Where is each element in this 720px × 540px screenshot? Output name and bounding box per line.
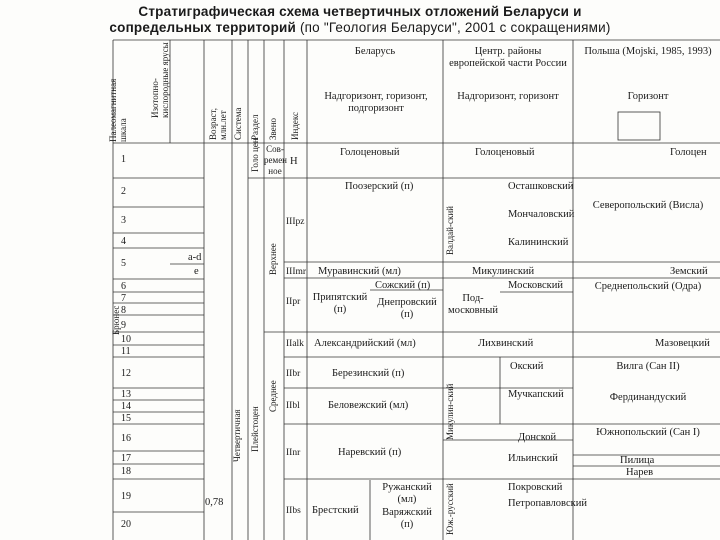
poland-eem: Земский [670,266,708,277]
poland-holocene: Голоцен [670,147,707,158]
poland-srednepol: Среднепольский (Одра) [594,281,702,292]
header-link: Звено [268,117,278,140]
stage-number: 1 [121,154,126,165]
belarus-muravin: Муравинский (мл) [318,266,401,277]
header-poland: Польша (Mojski, 1985, 1993) [584,46,712,57]
stage-number: 14 [121,401,131,412]
label-a-d: a-d [188,252,202,263]
stage-number: 7 [121,293,126,304]
header-isotope: Изотопно- кислородные ярусы [150,42,170,118]
stage-number: 2 [121,186,126,197]
label-holocene-division: Голо цен [250,138,260,172]
index-cell: IIbl [286,401,300,411]
stage-number: 17 [121,453,131,464]
index-cell: IIIpz [286,217,305,227]
label-upper: Верхнее [268,243,278,275]
label-age-078: 0,78 [205,497,224,508]
belarus-poozer: Поозерский (п) [345,181,414,192]
russia-ilyin: Ильинский [508,453,558,464]
stage-number: 16 [121,433,131,444]
poland-narew: Нарев [626,467,654,478]
header-index: Индекс [290,111,300,140]
poland-mazovets: Мазовецкий [655,338,710,349]
belarus-alexandria: Александрийский (мл) [314,338,416,349]
russia-podmoscow: Под-московный [448,293,498,316]
header-paleomag: Палеомагнитная шкала [108,78,128,142]
header-russia: Центр. районы европейской части России [449,46,567,69]
label-quaternary: Четвертичная [232,409,242,462]
label-south-russian: Юж.-русский [445,483,455,535]
header-belarus: Беларусь [354,46,396,57]
title-note: (по "Геология Беларуси", 2001 с сокращениями) [299,20,611,35]
stage-number: 4 [121,236,126,247]
header-system: Система [233,107,243,140]
title-line-1: Стратиграфическая схема четвертичных отложений Беларуси и [138,4,582,19]
index-cell: IIbs [286,506,301,516]
stage-number: 10 [121,334,131,345]
label-mikulin: Микулин-ский [445,383,455,440]
header-age: Возраст, млн.лет [208,107,228,140]
index-cell: IIalk [286,339,304,349]
stage-number: 12 [121,368,131,379]
index-cell: IInr [286,448,301,458]
belarus-dnepr: Днепровский (п) [377,297,437,320]
header-poland-sub: Горизонт [627,91,669,102]
label-brunhes: Брюнес [111,305,121,335]
index-cell: IIImr [286,267,307,277]
stage-number: 11 [121,346,131,357]
poland-ferdinand: Фердинандуский [609,392,687,403]
stage-number: 19 [121,491,131,502]
russia-moscow: Московский [508,280,563,291]
belarus-brest: Брестский [312,505,359,516]
russia-likhvin: Лихвинский [478,338,534,349]
poland-severopol: Северопольский (Висла) [592,200,704,211]
russia-mikulin: Микулинский [472,266,535,277]
index-cell: H [290,156,298,167]
russia-petropavl: Петропавловский [508,498,587,509]
russia-holocene: Голоценовый [475,147,535,158]
belarus-holocene: Голоценовый [340,147,400,158]
header-division: Раздел [250,114,260,140]
russia-oka: Окский [510,361,544,372]
stage-number: 9 [121,320,126,331]
stage-number: 20 [121,519,131,530]
belarus-belovezh: Беловежский (мл) [328,400,409,411]
header-belarus-sub: Надгоризонт, горизонт, подгоризонт [324,91,428,114]
poland-pilica: Пилица [620,455,655,466]
stage-number: 6 [121,281,126,292]
russia-monchalov: Мончаловский [508,209,575,220]
stage-number: 3 [121,215,126,226]
belarus-ruzhan: Ружанский (мл) [382,482,432,505]
title-bold: сопредельных территорий [109,20,297,35]
index-cell: IIbr [286,369,301,379]
belarus-pripyat: Припятский (п) [312,292,368,315]
label-e: e [194,266,199,277]
stage-number: 8 [121,305,126,316]
stage-number: 15 [121,413,131,424]
stage-number: 5 [121,258,126,269]
stage-number: 13 [121,389,131,400]
poland-wilga: Вилга (Сан II) [616,361,680,372]
poland-yuzhnopol: Южнопольский (Сан I) [596,427,700,438]
russia-don: Донской [518,432,557,443]
belarus-narev: Наревский (п) [338,447,402,458]
russia-pokrov: Покровский [508,482,563,493]
header-russia-sub: Надгоризонт, горизонт [457,91,559,102]
label-valdai: Валдай-ский [445,206,455,255]
index-cell: IIpr [286,297,301,307]
russia-kalinin: Калининский [508,237,569,248]
stage-number: 18 [121,466,131,477]
link-modern: Сов- ремен ное [264,144,288,176]
belarus-sozh: Сожский (п) [375,280,431,291]
label-middle: Среднее [268,380,278,412]
belarus-berezina: Березинский (п) [332,368,405,379]
russia-muchkap: Мучкапский [508,389,564,400]
russia-ostashkov: Осташковский [508,181,574,192]
belarus-varyash: Варяжский (п) [382,507,432,530]
label-pleistocene: Плейстоцен [250,406,260,452]
